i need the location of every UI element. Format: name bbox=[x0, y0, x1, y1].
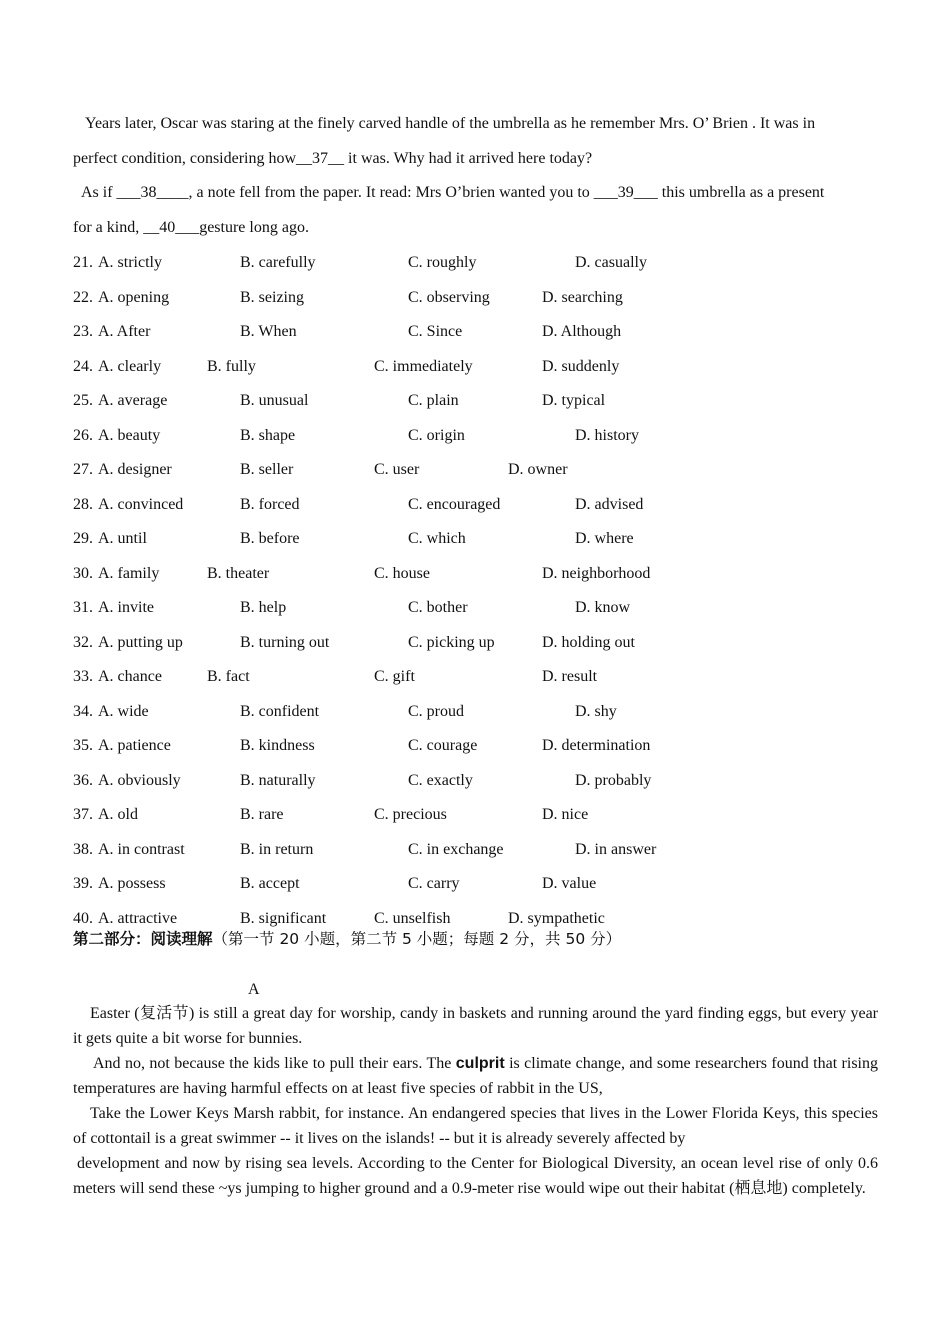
option-d: D. shy bbox=[575, 702, 617, 720]
option-b: B. seller bbox=[240, 461, 294, 478]
option-d: D. searching bbox=[542, 288, 623, 306]
option-b: B. turning out bbox=[240, 633, 330, 651]
option-b: B. significant bbox=[240, 909, 327, 927]
option-d: D. determination bbox=[542, 737, 651, 754]
option-b: B. shape bbox=[240, 426, 296, 444]
option-d: D. in answer bbox=[575, 840, 657, 858]
option-c: C. gift bbox=[374, 668, 415, 685]
option-a: A. beauty bbox=[98, 426, 161, 444]
passage-text: is climate change, and some researchers found that rising temperatures are having harmful effects on at least five species of rabbit in the US, bbox=[73, 1055, 878, 1097]
option-b: B. accept bbox=[240, 875, 300, 892]
question-number: 38. bbox=[73, 840, 93, 858]
option-d: D. sympathetic bbox=[508, 909, 605, 927]
option-b: B. help bbox=[240, 599, 287, 616]
option-a: A. possess bbox=[98, 875, 166, 892]
option-c: C. bother bbox=[408, 599, 468, 616]
option-b: B. confident bbox=[240, 702, 320, 720]
option-a: A. family bbox=[98, 564, 160, 582]
option-a: A. old bbox=[98, 806, 138, 823]
section-title-bold: 第二部分：阅读理解 bbox=[73, 930, 213, 948]
option-a: A. average bbox=[98, 392, 168, 409]
question-number: 34. bbox=[73, 702, 93, 720]
option-a: A. until bbox=[98, 530, 147, 547]
option-d: D. value bbox=[542, 875, 597, 892]
question-number: 22. bbox=[73, 288, 93, 306]
question-number: 26. bbox=[73, 426, 93, 444]
reading-passage bbox=[73, 1001, 878, 1201]
option-a: A. strictly bbox=[98, 254, 162, 271]
option-b: B. kindness bbox=[240, 737, 315, 754]
story-line: As if ___38____, a note fell from the paper. It read: Mrs O’brien wanted you to ___39___ this umbrella as a present bbox=[81, 184, 825, 201]
option-c: C. courage bbox=[408, 737, 478, 754]
question-number: 27. bbox=[73, 461, 93, 478]
option-d: D. suddenly bbox=[542, 357, 620, 375]
option-d: D. probably bbox=[575, 771, 652, 789]
option-a: A. in contrast bbox=[98, 840, 185, 858]
question-number: 23. bbox=[73, 323, 93, 340]
question-number: 40. bbox=[73, 909, 93, 927]
option-b: B. rare bbox=[240, 806, 284, 823]
story-paragraph-1 bbox=[73, 107, 878, 245]
passage-paragraph bbox=[73, 1051, 878, 1101]
option-c: C. which bbox=[408, 530, 466, 547]
question-number: 30. bbox=[73, 564, 93, 582]
option-a: A. opening bbox=[98, 288, 170, 306]
option-b: B. before bbox=[240, 530, 300, 547]
option-d: D. Although bbox=[542, 323, 622, 340]
option-d: D. nice bbox=[542, 806, 589, 823]
story-line: perfect condition, considering how__37__ it was. Why had it arrived here today? bbox=[73, 149, 593, 167]
option-a: A. putting up bbox=[98, 633, 183, 651]
option-c: C. Since bbox=[408, 323, 463, 340]
option-a: A. obviously bbox=[98, 771, 181, 789]
option-c: C. precious bbox=[374, 806, 447, 823]
option-c: C. plain bbox=[408, 392, 459, 409]
passage-paragraph: Take the Lower Keys Marsh rabbit, for instance. An endangered species that lives in the Lower Florida Keys, this species of cottontail is a great swimmer -- it lives on the islands! -- but it is already severely affected by bbox=[73, 1105, 878, 1147]
option-d: D. holding out bbox=[542, 633, 635, 651]
option-d: D. know bbox=[575, 599, 631, 616]
passage-paragraph: development and now by rising sea levels. According to the Center for Biological Diversity, an ocean level rise of only 0.6 meters will send these ~ys jumping to higher ground and a 0.9-meter rise would wipe out their habitat (栖息地) completely. bbox=[73, 1155, 878, 1197]
option-b: B. in return bbox=[240, 840, 314, 858]
passage-text: And no, not because the kids like to pull their ears. The bbox=[93, 1055, 456, 1072]
option-b: B. forced bbox=[240, 495, 300, 513]
option-a: A. invite bbox=[98, 599, 154, 616]
option-c: C. unselfish bbox=[374, 909, 451, 927]
question-number: 28. bbox=[73, 495, 93, 513]
option-c: C. proud bbox=[408, 702, 464, 720]
question-number: 39. bbox=[73, 875, 93, 892]
option-b: B. carefully bbox=[240, 254, 316, 271]
option-a: A. chance bbox=[98, 668, 162, 685]
option-c: C. user bbox=[374, 461, 420, 478]
option-d: D. history bbox=[575, 426, 639, 444]
option-b: B. fully bbox=[207, 357, 256, 375]
question-number: 33. bbox=[73, 668, 93, 685]
question-number: 35. bbox=[73, 737, 93, 754]
option-c: C. immediately bbox=[374, 357, 473, 375]
option-a: A. designer bbox=[98, 461, 172, 478]
option-c: C. origin bbox=[408, 426, 465, 444]
option-b: B. naturally bbox=[240, 771, 316, 789]
story-line: for a kind, __40___gesture long ago. bbox=[73, 218, 309, 236]
option-d: D. advised bbox=[575, 495, 644, 513]
option-d: D. casually bbox=[575, 254, 647, 271]
option-d: D. result bbox=[542, 668, 598, 685]
option-c: C. encouraged bbox=[408, 495, 501, 513]
option-c: C. house bbox=[374, 564, 430, 582]
option-d: D. owner bbox=[508, 461, 568, 478]
option-b: B. fact bbox=[207, 668, 250, 685]
option-a: A. attractive bbox=[98, 909, 178, 927]
section-title bbox=[73, 929, 621, 949]
option-a: A. convinced bbox=[98, 495, 184, 513]
question-number: 31. bbox=[73, 599, 93, 616]
option-d: D. where bbox=[575, 530, 634, 547]
section-title-rest: （第一节 20 小题，第二节 5 小题；每题 2 分，共 50 分） bbox=[212, 930, 622, 948]
option-b: B. seizing bbox=[240, 288, 304, 306]
question-number: 37. bbox=[73, 806, 93, 823]
question-number: 21. bbox=[73, 254, 93, 271]
option-a: A. patience bbox=[98, 737, 171, 754]
question-number: 25. bbox=[73, 392, 93, 409]
option-c: C. picking up bbox=[408, 633, 495, 651]
option-c: C. observing bbox=[408, 288, 490, 306]
story-line: Years later, Oscar was staring at the finely carved handle of the umbrella as he remember Mrs. O’ Brien . It was in bbox=[85, 115, 816, 132]
option-a: A. wide bbox=[98, 702, 149, 720]
question-number: 36. bbox=[73, 771, 93, 789]
option-b: B. unusual bbox=[240, 392, 309, 409]
option-a: A. clearly bbox=[98, 357, 162, 375]
option-c: C. in exchange bbox=[408, 840, 504, 858]
option-a: A. After bbox=[98, 323, 151, 340]
passage-letter: A bbox=[248, 981, 260, 998]
option-d: D. neighborhood bbox=[542, 564, 651, 582]
passage-paragraph: Easter (复活节) is still a great day for worship, candy in baskets and running around the yard finding eggs, but every year it gets quite a bit worse for bunnies. bbox=[73, 1005, 878, 1047]
question-number: 29. bbox=[73, 530, 93, 547]
question-number: 32. bbox=[73, 633, 93, 651]
option-b: B. theater bbox=[207, 564, 270, 582]
passage-bold-word: culprit bbox=[455, 1055, 505, 1072]
option-d: D. typical bbox=[542, 392, 606, 409]
option-c: C. carry bbox=[408, 875, 460, 892]
option-c: C. roughly bbox=[408, 254, 477, 271]
question-number: 24. bbox=[73, 357, 93, 375]
option-c: C. exactly bbox=[408, 771, 473, 789]
option-b: B. When bbox=[240, 323, 297, 340]
